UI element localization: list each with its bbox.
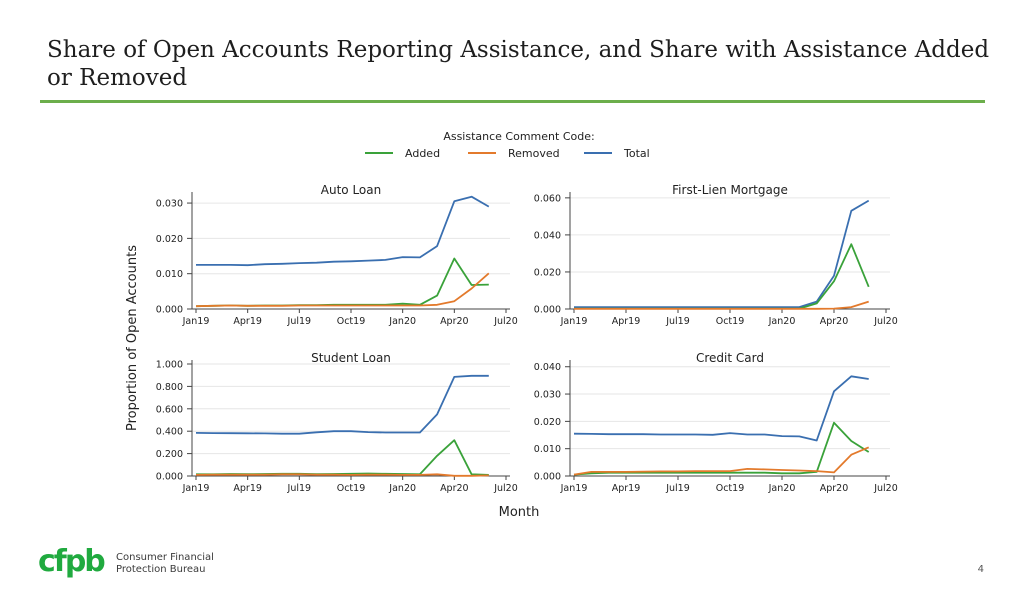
x-tick-label: Apr19 [233, 316, 262, 327]
cfpb-logo-text [116, 552, 214, 576]
panel-credit-card [534, 351, 898, 494]
y-tick-label: 0.000 [155, 471, 183, 483]
x-tick-label: Apr19 [611, 483, 641, 494]
x-tick-label: Oct19 [336, 316, 366, 327]
panel-student-loan [156, 351, 518, 494]
series-line-total [574, 201, 869, 308]
x-tick-label: Jul19 [666, 483, 690, 494]
series-line-added [196, 440, 489, 475]
legend-title: Assistance Comment Code: [443, 130, 595, 143]
y-tick-label: 0.010 [155, 269, 183, 281]
x-tick-label: Apr20 [440, 316, 469, 327]
x-tick-label: Jul20 [874, 316, 898, 327]
page-number: 4 [977, 564, 984, 575]
x-tick-label: Jan19 [182, 483, 210, 494]
panel-title: Credit Card [696, 351, 764, 365]
y-tick-label: 0.000 [533, 304, 561, 316]
series-line-removed [196, 474, 489, 476]
y-tick-label: 0.030 [155, 198, 183, 210]
panel-title: Auto Loan [320, 183, 382, 197]
x-tick-label: Jul19 [666, 316, 690, 327]
x-tick-label: Jan19 [182, 316, 210, 327]
cfpb-logo-mark: cfpb [38, 544, 104, 579]
series-line-total [574, 376, 869, 440]
y-tick-label: 0.060 [533, 193, 561, 205]
x-tick-label: Apr20 [440, 483, 469, 494]
x-tick-label: Apr20 [819, 316, 849, 327]
chart-legend [365, 130, 650, 160]
legend-label-removed: Removed [508, 147, 560, 160]
y-tick-label: 0.020 [155, 233, 183, 245]
x-tick-label: Jan20 [768, 316, 796, 327]
x-tick-label: Apr19 [233, 483, 262, 494]
y-axis-label: Proportion of Open Accounts [125, 245, 140, 431]
y-tick-label: 0.800 [155, 381, 183, 393]
logo-line-2: Protection Bureau [116, 564, 206, 575]
x-tick-label: Jan19 [560, 483, 588, 494]
x-tick-label: Apr20 [819, 483, 849, 494]
panel-first-lien-mortgage [534, 183, 898, 327]
y-tick-label: 0.020 [533, 416, 561, 428]
legend-label-total: Total [624, 147, 650, 160]
panel-auto-loan [156, 183, 518, 327]
y-tick-label: 1.000 [155, 359, 183, 371]
x-tick-label: Jan20 [389, 316, 417, 327]
y-tick-label: 0.600 [155, 404, 183, 416]
x-tick-label: Jul20 [874, 483, 898, 494]
x-tick-label: Jul19 [287, 316, 312, 327]
series-line-added [574, 244, 869, 308]
y-tick-label: 0.010 [533, 444, 561, 456]
x-tick-label: Jan20 [389, 483, 417, 494]
y-tick-label: 0.020 [533, 267, 561, 279]
x-tick-label: Oct19 [336, 483, 366, 494]
x-tick-label: Oct19 [715, 316, 745, 327]
y-tick-label: 0.040 [533, 362, 561, 374]
y-tick-label: 0.400 [155, 426, 183, 438]
legend-label-added: Added [405, 147, 441, 160]
y-tick-label: 0.040 [533, 230, 561, 242]
x-tick-label: Jul20 [494, 316, 518, 327]
x-tick-label: Jan19 [560, 316, 588, 327]
panel-title: First-Lien Mortgage [672, 183, 788, 197]
x-tick-label: Jul20 [494, 483, 518, 494]
panel-title: Student Loan [311, 351, 391, 365]
y-tick-label: 0.000 [533, 471, 561, 483]
x-tick-label: Oct19 [715, 483, 745, 494]
y-tick-label: 0.200 [155, 449, 183, 461]
series-line-total [196, 376, 489, 434]
y-tick-label: 0.000 [155, 304, 183, 316]
cfpb-logo [38, 545, 218, 585]
slide-title: Share of Open Accounts Reporting Assistance, and Share with Assistance Added or Removed [47, 37, 990, 91]
logo-line-1: Consumer Financial [116, 552, 214, 563]
x-tick-label: Jan20 [768, 483, 796, 494]
x-tick-label: Jul19 [287, 483, 312, 494]
series-line-total [196, 197, 489, 266]
y-tick-label: 0.030 [533, 389, 561, 401]
x-tick-label: Apr19 [611, 316, 641, 327]
x-axis-label: Month [498, 505, 540, 520]
chart-panels [156, 183, 898, 494]
